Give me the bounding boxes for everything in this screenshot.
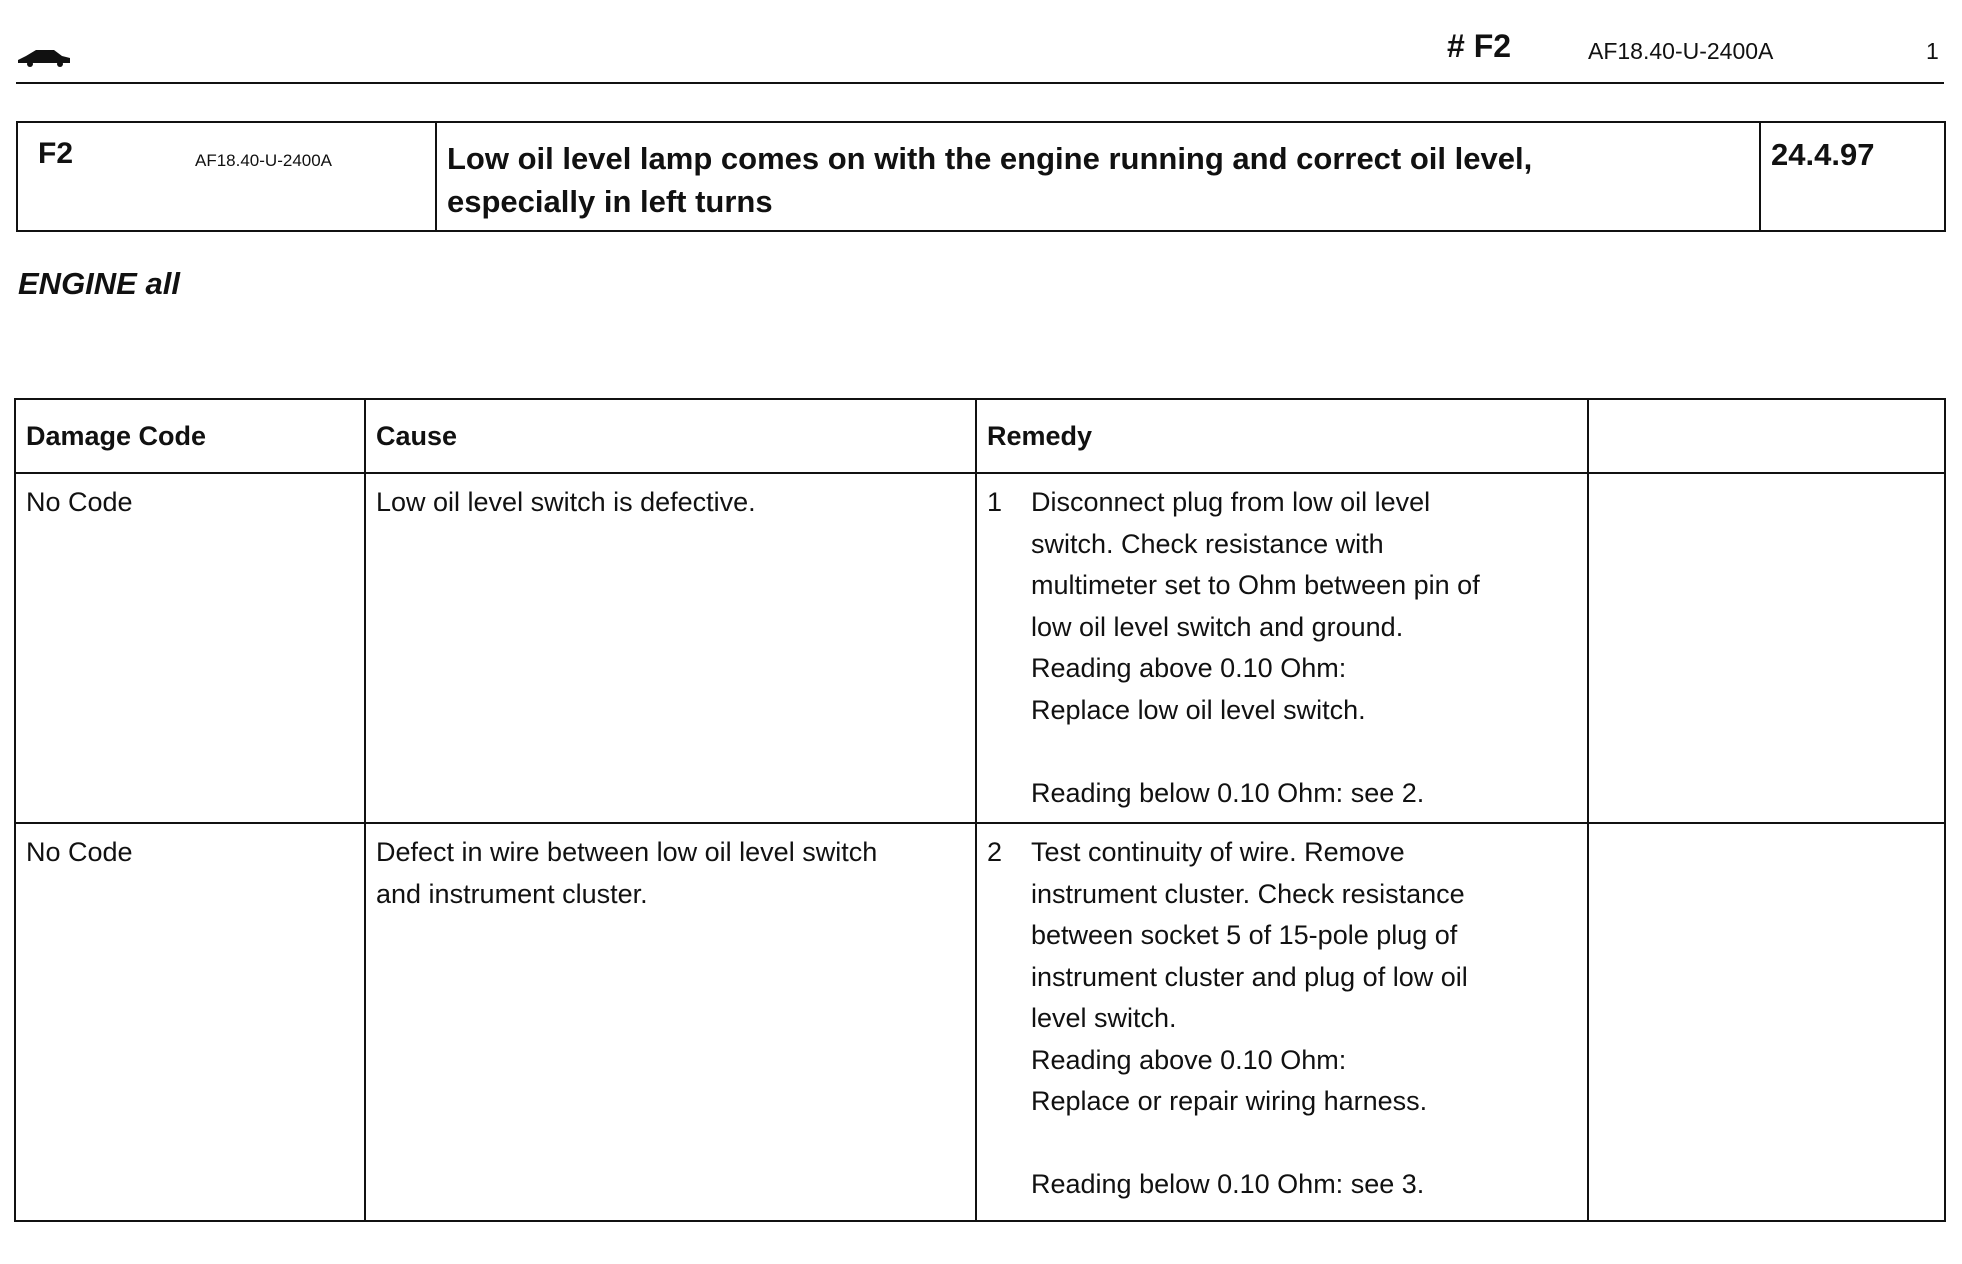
title-box-doc-number: AF18.40-U-2400A	[195, 151, 333, 170]
remedy-line: Reading above 0.10 Ohm:	[1031, 1044, 1347, 1075]
blank-cell	[1588, 823, 1945, 1221]
cause-cell: Low oil level switch is defective.	[365, 473, 976, 823]
header-divider	[16, 82, 1944, 84]
remedy-final-line: Reading below 0.10 Ohm: see 3.	[1031, 1169, 1425, 1199]
table-row	[15, 823, 1945, 1221]
remedy-line: instrument cluster. Check resistance	[1031, 878, 1465, 909]
fault-title	[437, 123, 1759, 223]
page-number: 1	[1926, 38, 1939, 64]
damage-code-cell: No Code	[15, 473, 365, 823]
remedy-line: Reading above 0.10 Ohm:	[1031, 653, 1347, 683]
table-header-row	[15, 399, 1945, 473]
column-header-damage-code: Damage Code	[15, 399, 365, 473]
cause-line: Defect in wire between low oil level switch	[376, 837, 878, 867]
remedy-cell	[976, 473, 1588, 823]
title-box-code: F2	[38, 137, 74, 170]
title-box-date-cell	[1760, 122, 1945, 231]
damage-code-cell: No Code	[15, 823, 365, 1221]
header-doc-number: AF18.40-U-2400A	[1588, 38, 1774, 64]
engine-applicability: ENGINE all	[18, 266, 180, 301]
title-box	[16, 121, 1946, 232]
step-number: 1	[987, 487, 1003, 517]
column-header-remedy: Remedy	[976, 399, 1588, 473]
remedy-line: multimeter set to Ohm between pin of	[1031, 570, 1480, 600]
table-row	[15, 473, 1945, 823]
blank-cell	[1588, 473, 1945, 823]
header-code: # F2	[1447, 28, 1512, 64]
remedy-line: low oil level switch and ground.	[1031, 611, 1404, 642]
remedy-line: switch. Check resistance with	[1031, 528, 1384, 559]
remedy-text	[1031, 482, 1577, 814]
remedy-line: level switch.	[1031, 1003, 1177, 1033]
remedy-line: Replace low oil level switch.	[1031, 694, 1366, 725]
diagnosis-table	[14, 398, 1946, 1222]
remedy-line: between socket 5 of 15-pole plug of	[1031, 920, 1458, 950]
fault-title-line-1: Low oil level lamp comes on with the engine running and correct oil level,	[447, 141, 1533, 176]
cause-line: and instrument cluster.	[376, 878, 648, 909]
step-number: 2	[987, 837, 1003, 867]
fault-title-line-2: especially in left turns	[447, 184, 773, 219]
remedy-final-line: Reading below 0.10 Ohm: see 2.	[1031, 777, 1425, 808]
spacer	[1031, 1123, 1577, 1165]
remedy-line: Disconnect plug from low oil level	[1031, 487, 1431, 517]
remedy-cell	[976, 823, 1588, 1221]
cause-cell	[365, 823, 976, 1221]
title-box-code-cell	[17, 122, 436, 231]
title-box-title-cell	[436, 122, 1760, 231]
car-icon	[16, 44, 72, 68]
remedy-text	[1031, 832, 1577, 1206]
remedy-line: Test continuity of wire. Remove	[1031, 837, 1405, 867]
column-header-cause: Cause	[365, 399, 976, 473]
spacer	[1031, 731, 1577, 773]
issue-date: 24.4.97	[1771, 137, 1875, 172]
remedy-line: instrument cluster and plug of low oil	[1031, 961, 1468, 992]
remedy-line: Replace or repair wiring harness.	[1031, 1086, 1428, 1116]
column-header-blank	[1588, 399, 1945, 473]
